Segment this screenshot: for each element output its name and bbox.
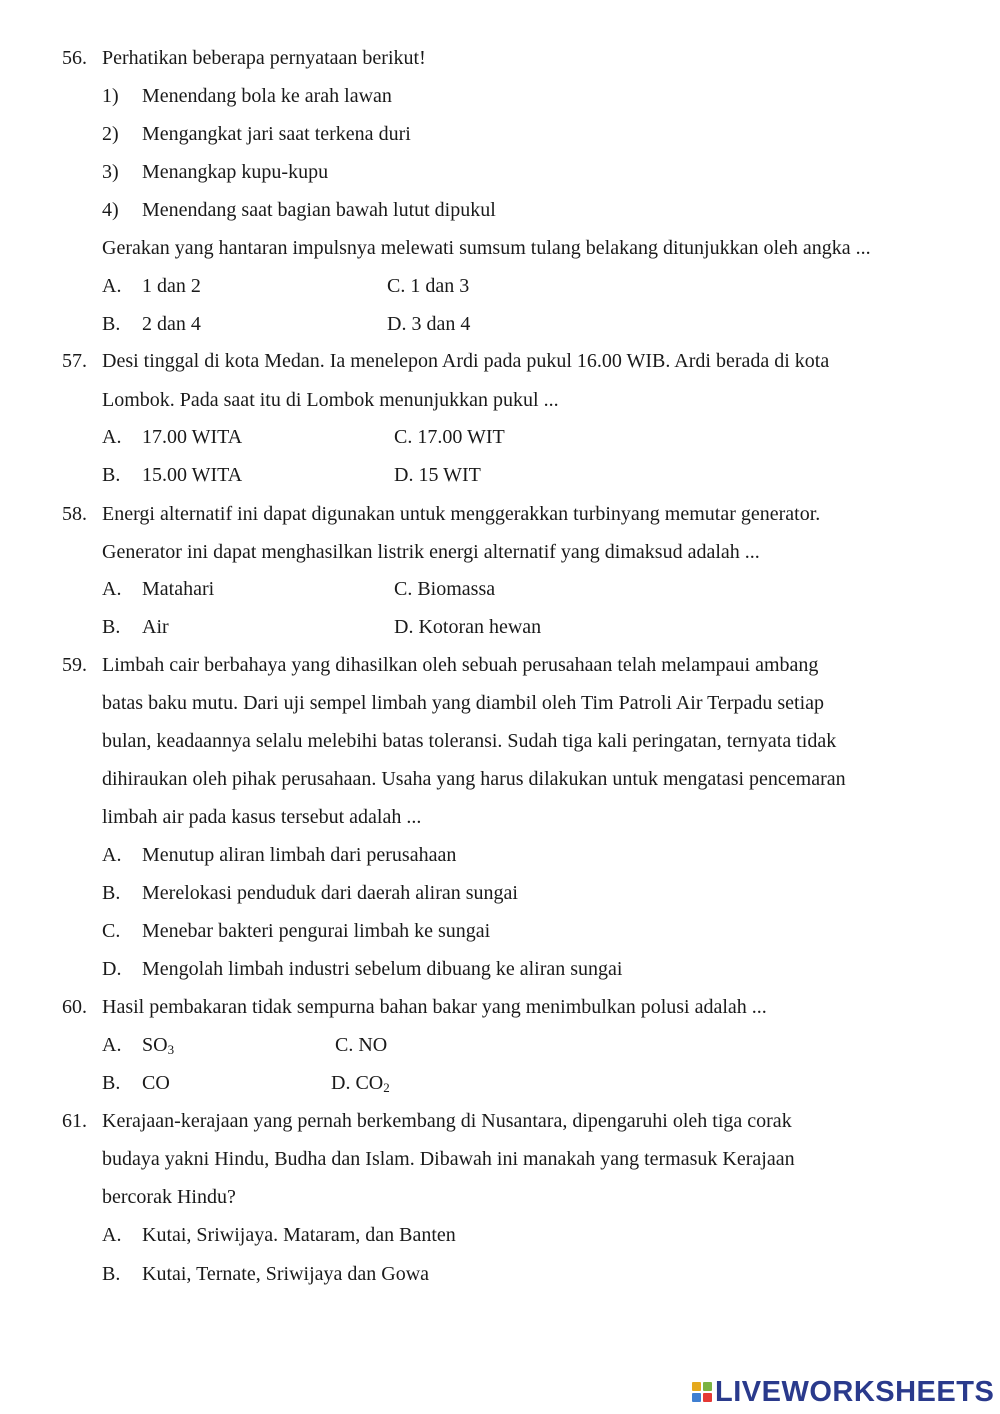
q59-prompt-line-1: Limbah cair berbahaya yang dihasilkan oleh sebuah perusahaan telah melampaui ambang	[102, 654, 819, 676]
q59-prompt-line-5: limbah air pada kasus tersebut adalah ...	[102, 806, 422, 828]
q57-option-c[interactable]: C. 17.00 WIT	[394, 426, 505, 448]
q59-option-d-letter: D.	[102, 958, 122, 980]
q59-option-c[interactable]: Menebar bakteri pengurai limbah ke sungai	[142, 920, 491, 942]
q58-option-c[interactable]: C. Biomassa	[394, 578, 496, 600]
q61-prompt-line-1: Kerajaan-kerajaan yang pernah berkembang di Nusantara, dipengaruhi oleh tiga corak	[102, 1110, 792, 1132]
q60-option-d-base: D. CO	[331, 1072, 384, 1094]
q57-option-b-letter: B.	[102, 464, 121, 486]
q58-option-b[interactable]: Air	[142, 616, 169, 638]
q60-option-a[interactable]	[142, 1033, 174, 1062]
q59-prompt-line-4: dihiraukan oleh pihak perusahaan. Usaha yang harus dilakukan untuk mengatasi pencemaran	[102, 768, 846, 790]
q56-option-c[interactable]: C. 1 dan 3	[387, 275, 470, 297]
q57-option-a-letter: A.	[102, 426, 122, 448]
q56-item-1-number: 1)	[102, 85, 119, 107]
q60-option-b[interactable]: CO	[142, 1072, 170, 1094]
q56-item-3: Menangkap kupu-kupu	[142, 161, 329, 183]
q57-prompt-line-2: Lombok. Pada saat itu di Lombok menunjukkan pukul ...	[102, 389, 559, 411]
q59-option-a-letter: A.	[102, 844, 122, 866]
q59-prompt-line-2: batas baku mutu. Dari uji sempel limbah yang diambil oleh Tim Patroli Air Terpadu setiap	[102, 692, 825, 714]
q58-option-d[interactable]: D. Kotoran hewan	[394, 616, 542, 638]
q60-prompt: Hasil pembakaran tidak sempurna bahan bakar yang menimbulkan polusi adalah ...	[102, 996, 767, 1018]
q61-option-a[interactable]: Kutai, Sriwijaya. Mataram, dan Banten	[142, 1224, 456, 1246]
q61-option-b-letter: B.	[102, 1263, 121, 1285]
q60-option-d[interactable]	[331, 1071, 390, 1100]
q56-option-a[interactable]: 1 dan 2	[142, 275, 201, 297]
q61-option-b[interactable]: Kutai, Ternate, Sriwijaya dan Gowa	[142, 1263, 430, 1285]
q60-option-a-letter: A.	[102, 1034, 122, 1056]
q58-number: 58.	[62, 503, 87, 525]
q59-option-b[interactable]: Merelokasi penduduk dari daerah aliran sungai	[142, 882, 518, 904]
q58-prompt-line-2: Generator ini dapat menghasilkan listrik energi alternatif yang dimaksud adalah ...	[102, 541, 760, 563]
q61-prompt-line-3: bercorak Hindu?	[102, 1186, 236, 1208]
q56-option-a-letter: A.	[102, 275, 122, 297]
q56-number: 56.	[62, 47, 87, 69]
q59-number: 59.	[62, 654, 87, 676]
q56-item-4-number: 4)	[102, 199, 119, 221]
q56-option-d[interactable]: D. 3 dan 4	[387, 313, 471, 335]
q60-option-b-letter: B.	[102, 1072, 121, 1094]
q57-option-a[interactable]: 17.00 WITA	[142, 426, 243, 448]
q59-prompt-line-3: bulan, keadaannya selalu melebihi batas toleransi. Sudah tiga kali peringatan, ternyata tidak	[102, 730, 837, 752]
q59-option-c-letter: C.	[102, 920, 121, 942]
q57-option-b[interactable]: 15.00 WITA	[142, 464, 243, 486]
liveworksheets-logo[interactable]	[692, 1375, 995, 1408]
q56-option-b[interactable]: 2 dan 4	[142, 313, 201, 335]
q56-item-2-number: 2)	[102, 123, 119, 145]
q61-prompt-line-2: budaya yakni Hindu, Budha dan Islam. Dibawah ini manakah yang termasuk Kerajaan	[102, 1148, 795, 1170]
q59-option-b-letter: B.	[102, 882, 121, 904]
q58-option-b-letter: B.	[102, 616, 121, 638]
q56-prompt: Perhatikan beberapa pernyataan berikut!	[102, 47, 426, 69]
liveworksheets-logo-icon	[692, 1382, 712, 1402]
q58-prompt-line-1: Energi alternatif ini dapat digunakan untuk menggerakkan turbinyang memutar generator.	[102, 503, 821, 525]
q61-option-a-letter: A.	[102, 1224, 122, 1246]
q60-option-a-subscript: 3	[167, 1042, 175, 1057]
q56-option-b-letter: B.	[102, 313, 121, 335]
q58-option-a[interactable]: Matahari	[142, 578, 215, 600]
q56-item-4: Menendang saat bagian bawah lutut dipukul	[142, 199, 496, 221]
liveworksheets-brand-text: LIVEWORKSHEETS	[715, 1375, 995, 1408]
q60-option-c[interactable]: C. NO	[335, 1034, 388, 1056]
q60-option-a-base: SO	[142, 1034, 168, 1056]
q58-option-a-letter: A.	[102, 578, 122, 600]
q61-number: 61.	[62, 1110, 87, 1132]
q57-number: 57.	[62, 350, 87, 372]
q59-option-a[interactable]: Menutup aliran limbah dari perusahaan	[142, 844, 457, 866]
q57-option-d[interactable]: D. 15 WIT	[394, 464, 481, 486]
q56-item-2: Mengangkat jari saat terkena duri	[142, 123, 411, 145]
q57-prompt-line-1: Desi tinggal di kota Medan. Ia menelepon Ardi pada pukul 16.00 WIB. Ardi berada di kota	[102, 350, 830, 372]
q60-number: 60.	[62, 996, 87, 1018]
q56-stem: Gerakan yang hantaran impulsnya melewati sumsum tulang belakang ditunjukkan oleh angka ...	[102, 237, 871, 259]
q60-option-d-subscript: 2	[383, 1080, 390, 1095]
q59-option-d[interactable]: Mengolah limbah industri sebelum dibuang ke aliran sungai	[142, 958, 623, 980]
q56-item-3-number: 3)	[102, 161, 119, 183]
q56-item-1: Menendang bola ke arah lawan	[142, 85, 392, 107]
